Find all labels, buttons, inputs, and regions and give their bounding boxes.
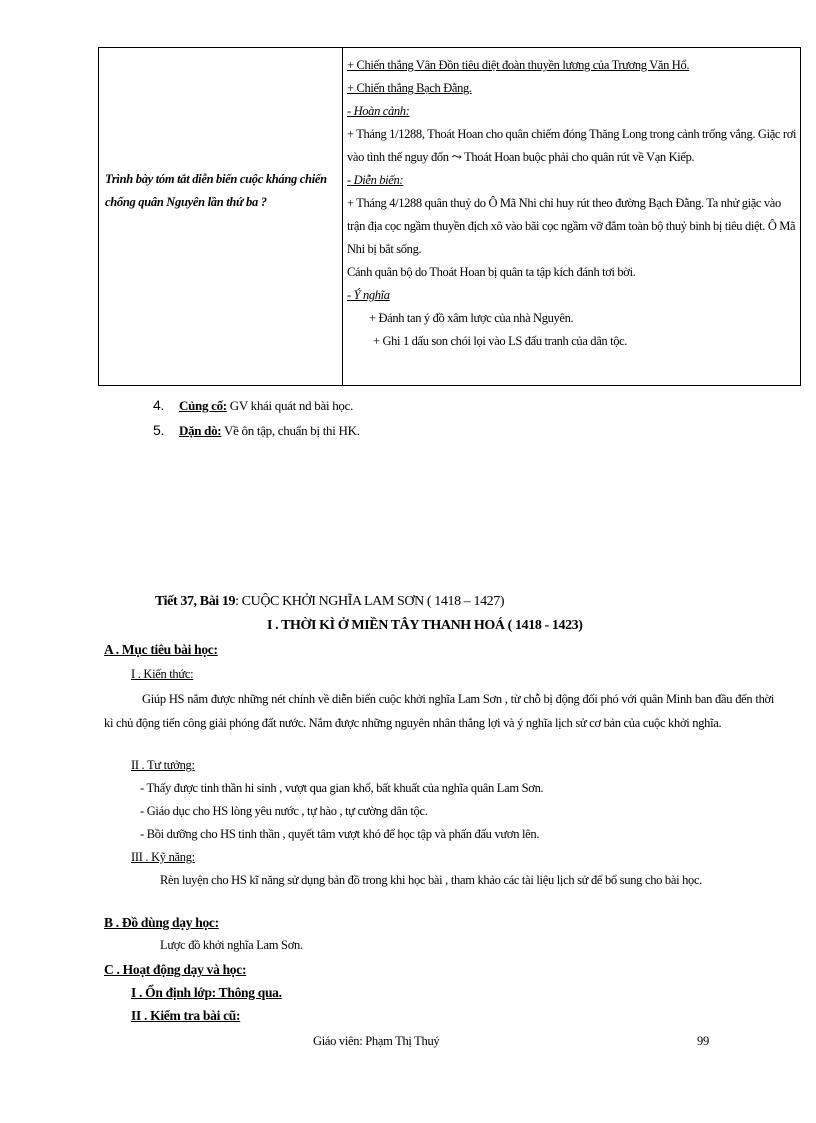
step-item: 4. Củng cố: GV khái quát nd bài học.	[153, 397, 354, 413]
materials-text: Lược đồ khởi nghĩa Lam Sơn.	[160, 938, 303, 952]
meaning-item: + Ghi 1 dấu son chói lọi vào LS đấu tranh của dân tộc.	[373, 334, 628, 348]
section-a-heading: A . Mục tiêu bài học:	[104, 642, 218, 657]
footer-page-number: 99	[697, 1034, 709, 1048]
events-text-2: Cánh quân bộ do Thoát Hoan bị quân ta tập kích đánh tơi bời.	[347, 265, 636, 279]
class-order-heading: I . Ổn định lớp: Thông qua.	[131, 985, 282, 1000]
knowledge-heading: I . Kiến thức:	[131, 667, 194, 681]
answer-line-bach-dang: + Chiến thắng Bạch Đằng.	[347, 81, 472, 95]
lesson-part-title: I . THỜI KÌ Ở MIỀN TÂY THANH HOÁ ( 1418 - 1423)	[267, 618, 583, 633]
footer-teacher: Giáo viên: Phạm Thị Thuý	[313, 1034, 440, 1048]
events-text: + Tháng 4/1288 quân thuỷ do Ô Mã Nhi chỉ huy rút theo đường Bạch Đằng. Ta nhử giặc vào trận địa cọc ngầm thuyền địch xô vào bãi cọc ngầm vỡ đắm toàn bộ thuỷ binh bị tiêu diệt. Ô Mã Nhi bị bắt sống.	[347, 196, 796, 256]
lesson-table	[98, 47, 801, 386]
table-answer	[347, 54, 799, 353]
context-label: - Hoàn cảnh:	[347, 104, 410, 118]
attitude-item: - Giáo dục cho HS lòng yêu nước , tự hào , tự cường dân tộc.	[140, 804, 428, 818]
meaning-label: - Ý nghĩa	[347, 288, 390, 302]
skill-text: Rèn luyện cho HS kĩ năng sử dụng bản đồ trong khi học bài , tham khảo các tài liệu lịch sử để bổ sung cho bài học.	[160, 873, 703, 887]
context-text: + Tháng 1/1288, Thoát Hoan cho quân chiếm đóng Thăng Long trong cảnh trống vắng. Giặc rơi vào tình thế nguy đốn ⤳ Thoát Hoan buộc phải cho quân rút về Vạn Kiếp.	[347, 127, 797, 164]
meaning-item: + Đánh tan ý đồ xâm lược của nhà Nguyên.	[369, 311, 574, 325]
attitude-heading: II . Tư tưởng:	[131, 758, 195, 772]
skill-heading: III . Kỹ năng:	[131, 850, 195, 864]
events-label: - Diễn biến:	[347, 173, 404, 187]
answer-line-van-don: + Chiến thắng Vân Đồn tiêu diệt đoàn thuyền lương của Trương Văn Hổ.	[347, 58, 690, 72]
knowledge-text: Giúp HS nắm được những nét chính về diễn biến cuộc khởi nghĩa Lam Sơn , từ chỗ bị động đối phó với quân Minh ban đầu đến thời kì chủ động tiến công giải phóng đất nước. Nắm được những nguyên nhân thắng lợi và ý nghĩa lịch sử cơ bản của cuộc khởi nghĩa.	[104, 692, 774, 730]
table-question: Trình bày tóm tắt diễn biến cuộc kháng chiến chống quân Nguyên lần thứ ba ?	[105, 172, 327, 209]
step-item: 5. Dặn dò: Về ôn tập, chuẩn bị thi HK.	[153, 422, 360, 438]
section-c-heading: C . Hoạt động dạy và học:	[104, 962, 247, 977]
table-column-divider	[342, 48, 343, 385]
attitude-item: - Bồi dưỡng cho HS tinh thần , quyết tâm vượt khó để học tập và phấn đấu vươn lên.	[140, 827, 540, 841]
section-b-heading: B . Đồ dùng dạy học:	[104, 915, 219, 930]
review-heading: II . Kiểm tra bài cũ:	[131, 1008, 241, 1023]
attitude-item: - Thấy được tinh thần hi sinh , vượt qua gian khổ, bất khuất của nghĩa quân Lam Sơn.	[140, 781, 544, 795]
lesson-title: Tiết 37, Bài 19: CUỘC KHỞI NGHĨA LAM SƠN ( 1418 – 1427)	[155, 594, 505, 609]
